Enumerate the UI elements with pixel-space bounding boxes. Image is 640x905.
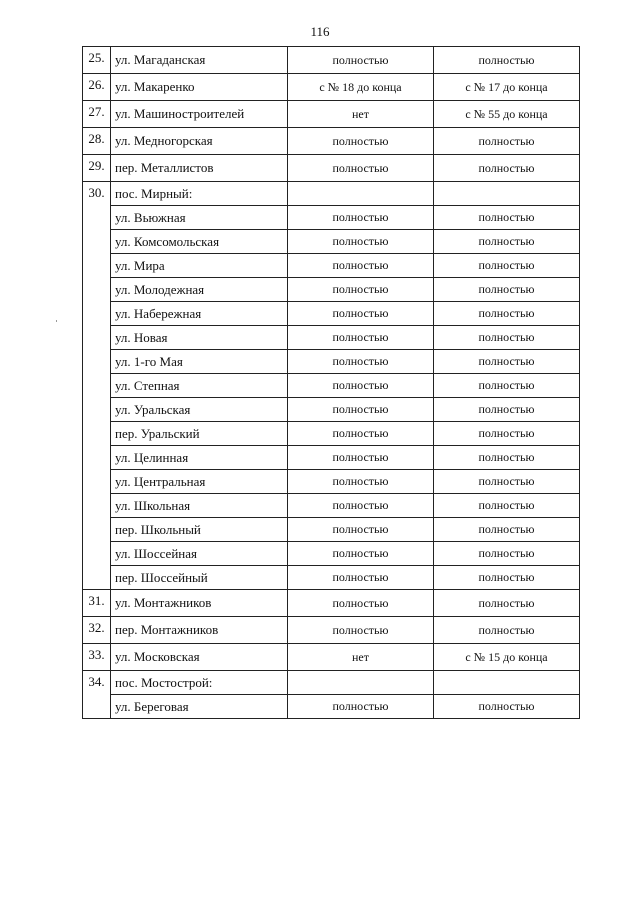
scan-artifact [56,320,57,322]
table-row [83,590,580,617]
column-a-value: полностью [288,278,434,302]
table-row [83,644,580,671]
table-row [83,47,580,74]
street-name: пер. Монтажников [111,617,288,644]
table-row [83,254,580,278]
column-a-value: с № 18 до конца [288,74,434,101]
column-a-value: полностью [288,398,434,422]
column-b-value: полностью [434,470,580,494]
table-row [83,470,580,494]
street-name: ул. Уральская [111,398,288,422]
table-row [83,617,580,644]
column-a-value: полностью [288,470,434,494]
table-row [83,128,580,155]
street-name: ул. Монтажников [111,590,288,617]
column-a-value: полностью [288,302,434,326]
column-a-value: полностью [288,206,434,230]
street-name: ул. Шоссейная [111,542,288,566]
column-b-value: полностью [434,326,580,350]
table-row [83,446,580,470]
column-b-value: полностью [434,254,580,278]
column-b-value: с № 17 до конца [434,74,580,101]
street-name: пер. Школьный [111,518,288,542]
column-a-value: полностью [288,254,434,278]
row-number: 27. [83,101,111,128]
column-a-value: полностью [288,326,434,350]
table-row [83,230,580,254]
table-row [83,326,580,350]
column-b-value: полностью [434,230,580,254]
column-b-value: полностью [434,422,580,446]
column-a-value: полностью [288,494,434,518]
column-b-value: полностью [434,302,580,326]
row-number: 25. [83,47,111,74]
street-name: ул. Вьюжная [111,206,288,230]
table-row [83,494,580,518]
table-row [83,278,580,302]
column-a-value: полностью [288,542,434,566]
street-name: ул. Молодежная [111,278,288,302]
street-name: ул. Машиностроителей [111,101,288,128]
street-name: ул. Мира [111,254,288,278]
column-a-value: нет [288,644,434,671]
column-b-value: полностью [434,398,580,422]
column-b-value: полностью [434,617,580,644]
street-name: ул. Центральная [111,470,288,494]
street-name: пер. Уральский [111,422,288,446]
row-number: 28. [83,128,111,155]
street-name: ул. Целинная [111,446,288,470]
column-b-value: полностью [434,278,580,302]
column-a-value [288,671,434,695]
table-row [83,518,580,542]
street-name: пос. Мостострой: [111,671,288,695]
table-row [83,350,580,374]
column-b-value: полностью [434,590,580,617]
column-a-value: полностью [288,446,434,470]
street-name: ул. Береговая [111,695,288,719]
table-row [83,671,580,695]
column-a-value: полностью [288,518,434,542]
table-row [83,398,580,422]
table-row [83,695,580,719]
streets-table-body [83,47,580,719]
street-name: ул. Комсомольская [111,230,288,254]
column-b-value [434,671,580,695]
street-name: пер. Металлистов [111,155,288,182]
streets-table [82,46,580,719]
column-a-value: полностью [288,590,434,617]
table-row [83,422,580,446]
street-name: ул. Новая [111,326,288,350]
column-b-value: с № 15 до конца [434,644,580,671]
street-name: ул. Набережная [111,302,288,326]
row-number: 34. [83,671,111,719]
table-row [83,74,580,101]
column-a-value: полностью [288,47,434,74]
column-b-value: полностью [434,47,580,74]
column-a-value: полностью [288,422,434,446]
column-b-value [434,182,580,206]
street-name: ул. Степная [111,374,288,398]
column-b-value: полностью [434,128,580,155]
row-number: 26. [83,74,111,101]
row-number: 33. [83,644,111,671]
column-a-value: полностью [288,230,434,254]
column-a-value: полностью [288,695,434,719]
column-a-value: полностью [288,617,434,644]
column-b-value: полностью [434,518,580,542]
table-row [83,566,580,590]
column-b-value: полностью [434,446,580,470]
table-row [83,542,580,566]
street-name: ул. Магаданская [111,47,288,74]
table-row [83,101,580,128]
column-a-value: нет [288,101,434,128]
street-name: пер. Шоссейный [111,566,288,590]
column-b-value: полностью [434,155,580,182]
table-row [83,182,580,206]
column-b-value: полностью [434,566,580,590]
table-row [83,374,580,398]
street-name: ул. Московская [111,644,288,671]
table-row [83,302,580,326]
column-b-value: полностью [434,206,580,230]
column-a-value: полностью [288,566,434,590]
row-number: 32. [83,617,111,644]
column-b-value: с № 55 до конца [434,101,580,128]
column-a-value: полностью [288,374,434,398]
column-b-value: полностью [434,374,580,398]
row-number: 29. [83,155,111,182]
street-name: ул. 1-го Мая [111,350,288,374]
street-name: ул. Медногорская [111,128,288,155]
column-b-value: полностью [434,350,580,374]
column-a-value: полностью [288,128,434,155]
column-b-value: полностью [434,494,580,518]
column-b-value: полностью [434,695,580,719]
row-number: 30. [83,182,111,590]
street-name: ул. Макаренко [111,74,288,101]
page-number: 116 [310,24,330,39]
column-a-value: полностью [288,155,434,182]
table-row [83,206,580,230]
column-a-value [288,182,434,206]
table-row [83,155,580,182]
column-a-value: полностью [288,350,434,374]
row-number: 31. [83,590,111,617]
street-name: ул. Школьная [111,494,288,518]
street-name: пос. Мирный: [111,182,288,206]
column-b-value: полностью [434,542,580,566]
